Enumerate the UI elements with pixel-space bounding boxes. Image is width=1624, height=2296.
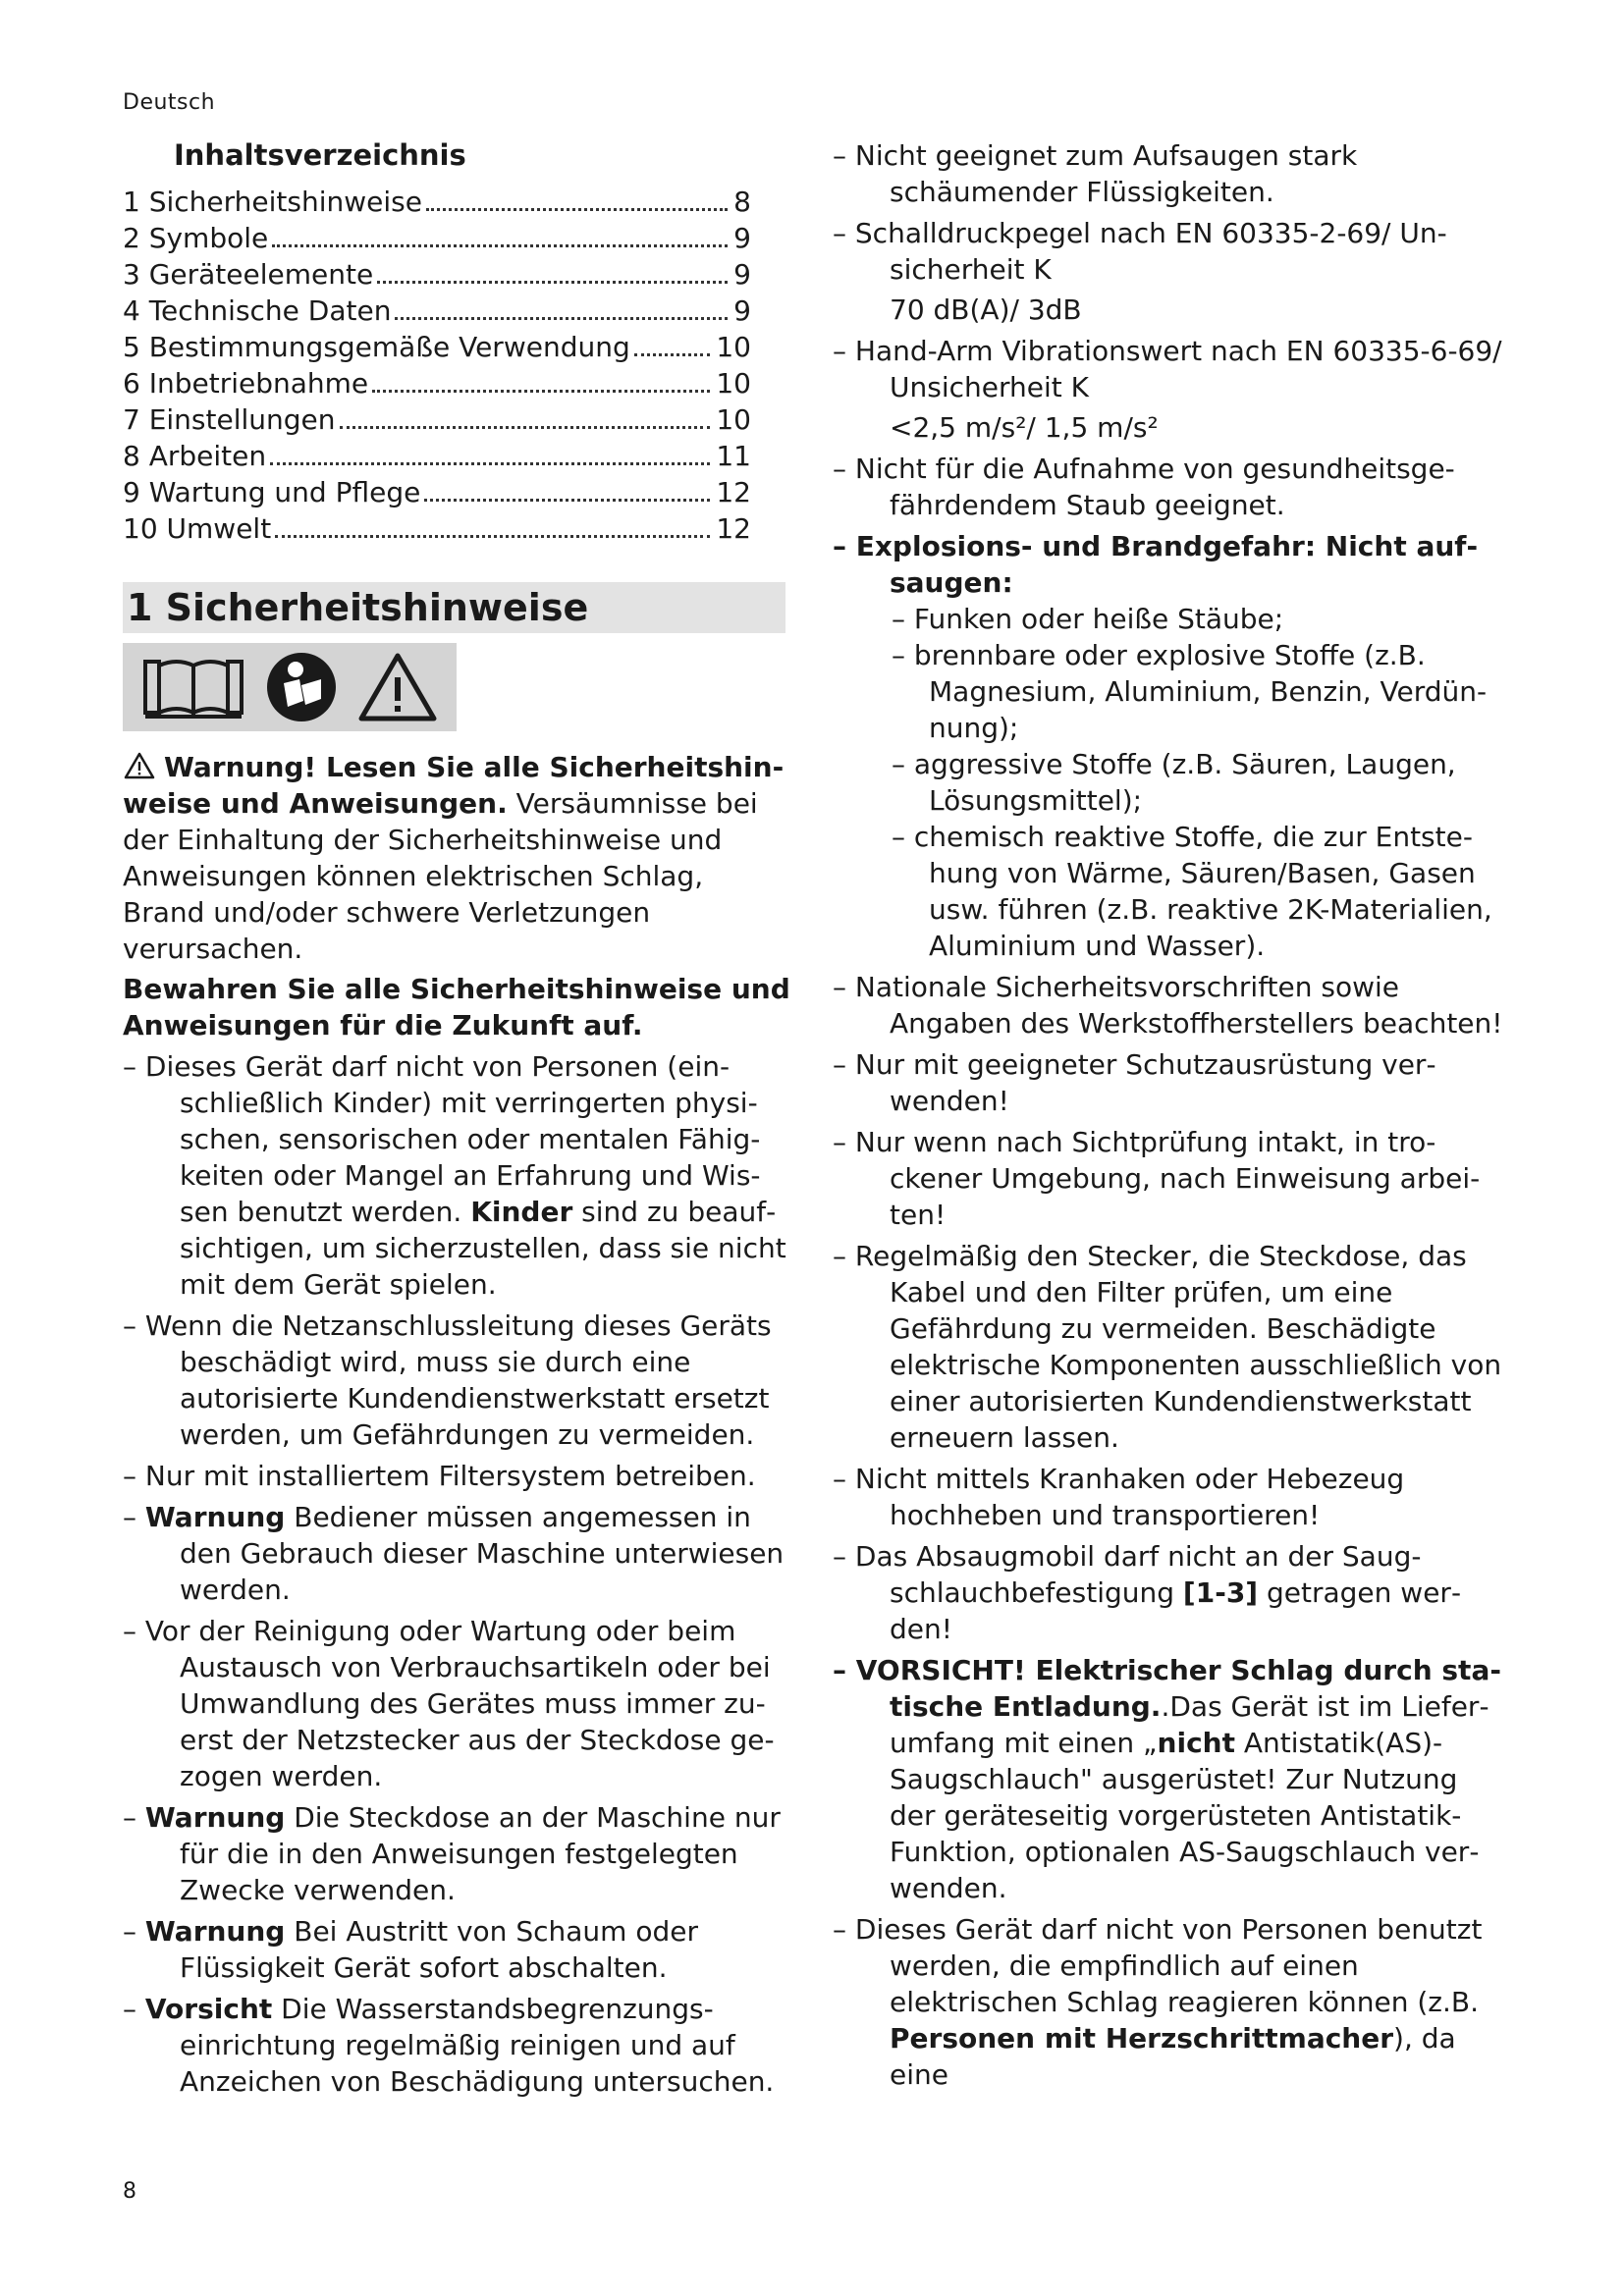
list-item: – Warnung Bediener müssen angemessen in den Gebrauch dieser Maschine unterwiesen werden.	[123, 1501, 785, 1606]
right-column	[833, 137, 1510, 2093]
list-item: – Vor der Reinigung oder Wartung oder beim Austausch von Verbrauchsartikeln oder bei Umwandlung des Gerätes muss immer zuerst der Netzstecker aus der Steckdose gezogen werden.	[123, 1615, 775, 1792]
toc-entry-page: 9	[733, 258, 751, 291]
list-item: – Nicht für die Aufnahme von gesundheitsgefährdendem Staub geeignet.	[833, 453, 1455, 521]
toc-entry-label: 1 Sicherheitshinweise	[123, 186, 422, 218]
toc-leader	[272, 244, 728, 247]
toc-leader	[340, 426, 711, 429]
toc-entry	[123, 510, 751, 547]
list-item: – Dieses Gerät darf nicht von Personen (einschließlich Kinder) mit verringerten physischen, sensorischen oder mentalen Fähigkeiten oder Mangel an Erfahrung und Wissen benutzt werden. Kinder sind zu beaufsichtigen, um sicherzustellen, dass sie nicht mit dem Gerät spielen.	[123, 1050, 786, 1301]
toc-leader	[634, 353, 711, 356]
list-item: – Nicht mittels Kranhaken oder Hebezeug hochheben und transportieren!	[833, 1463, 1405, 1531]
sub-list-item: – chemisch reaktive Stoffe, die zur Entstehung von Wärme, Säuren/Basen, Gasen usw. führen (z.B. reaktive 2K-Materialien, Aluminium und Wasser).	[892, 821, 1492, 962]
table-of-contents	[123, 184, 790, 547]
toc-entry	[123, 365, 751, 401]
safety-symbols	[123, 643, 457, 731]
list-item-static-discharge: – VORSICHT! Elektrischer Schlag durch statische Entladung..Das Gerät ist im Lieferumfang mit einen „nicht Antistatik(AS)-Saugschlauch" ausgerüstet! Zur Nutzung der geräteseitig vorgerüsteten Antistatik-Funktion, optionalen AS-Saugschlauch verwenden.	[833, 1654, 1501, 1904]
list-item: – Das Absaugmobil darf nicht an der Saugschlauchbefestigung [1-3] getragen werden!	[833, 1540, 1462, 1645]
toc-leader	[395, 317, 728, 320]
toc-entry-label: 10 Umwelt	[123, 512, 272, 545]
read-manual-icon	[264, 650, 339, 724]
toc-entry	[123, 184, 751, 220]
list-item-explosion: – Explosions- und Brandgefahr: Nicht aufsaugen:	[833, 530, 1479, 599]
toc-entry-label: 3 Geräteelemente	[123, 258, 374, 291]
toc-entry-page: 10	[716, 331, 751, 363]
sub-list-item: – brennbare oder explosive Stoffe (z.B. Magnesium, Aluminium, Benzin, Verdünnung);	[892, 639, 1488, 744]
toc-entry-label: 8 Arbeiten	[123, 440, 267, 472]
toc-entry	[123, 293, 751, 329]
page-number: 8	[123, 2179, 136, 2204]
toc-entry	[123, 220, 751, 256]
toc-leader	[270, 462, 710, 465]
toc-entry-label: 2 Symbole	[123, 222, 269, 254]
list-item: – Nur mit installiertem Filtersystem betreiben.	[123, 1460, 756, 1492]
list-item: – Warnung Die Steckdose an der Maschine nur für die in den Anweisungen festgelegten Zwecke verwenden.	[123, 1801, 781, 1906]
left-safety-list	[123, 1048, 790, 2100]
toc-entry-page: 12	[716, 476, 751, 508]
toc-entry	[123, 401, 751, 438]
sub-list-item: – Funken oder heiße Stäube;	[892, 603, 1284, 635]
warning-triangle-icon	[355, 650, 440, 724]
list-item: – Schalldruckpegel nach EN 60335-2-69/ Unsicherheit K	[833, 217, 1447, 286]
list-item: – Wenn die Netzanschlussleitung dieses Geräts beschädigt wird, muss sie durch eine autorisierte Kundendienstwerkstatt ersetzt werden, um Gefährdungen zu vermeiden.	[123, 1309, 772, 1451]
sound-pressure-value: 70 dB(A)/ 3dB	[890, 294, 1082, 326]
vibration-value: <2,5 m/s²/ 1,5 m/s²	[890, 411, 1159, 444]
list-item: – Nur mit geeigneter Schutzausrüstung verwenden!	[833, 1048, 1436, 1117]
list-item: – Warnung Bei Austritt von Schaum oder Flüssigkeit Gerät sofort abschalten.	[123, 1915, 698, 1984]
list-item: – Dieses Gerät darf nicht von Personen benutzt werden, die empfindlich auf einen elektrischen Schlag reagieren können (z.B. Personen mit Herzschrittmacher), da eine	[833, 1913, 1483, 2091]
toc-entry-page: 9	[733, 294, 751, 327]
toc-entry-label: 4 Technische Daten	[123, 294, 392, 327]
sub-list-item: – aggressive Stoffe (z.B. Säuren, Laugen, Lösungsmittel);	[892, 748, 1456, 817]
toc-leader	[424, 499, 710, 502]
keep-instructions-note: Bewahren Sie alle Sicherheitshinweise und Anweisungen für die Zukunft auf.	[123, 973, 790, 1041]
left-column	[123, 137, 790, 2100]
toc-entry-page: 10	[716, 367, 751, 400]
list-item: – Hand-Arm Vibrationswert nach EN 60335-6-69/ Unsicherheit K	[833, 335, 1502, 403]
toc-entry	[123, 329, 751, 365]
toc-leader	[372, 390, 710, 393]
section-heading: 1 Sicherheitshinweise	[123, 582, 785, 633]
toc-leader	[377, 281, 728, 284]
toc-entry-page: 8	[733, 186, 751, 218]
toc-entry-label: 6 Inbetriebnahme	[123, 367, 369, 400]
list-item: – Nationale Sicherheitsvorschriften sowie Angaben des Werkstoffherstellers beachten!	[833, 971, 1503, 1040]
toc-leader	[275, 535, 710, 538]
toc-entry	[123, 438, 751, 474]
toc-title: Inhaltsverzeichnis	[174, 138, 466, 172]
book-icon	[139, 652, 247, 722]
toc-entry-page: 12	[716, 512, 751, 545]
list-item: – Vorsicht Die Wasserstandsbegrenzungseinrichtung regelmäßig reinigen und auf Anzeichen von Beschädigung untersuchen.	[123, 1993, 775, 2098]
document-language: Deutsch	[123, 90, 216, 115]
toc-entry	[123, 256, 751, 293]
list-item: – Regelmäßig den Stecker, die Steckdose, das Kabel und den Filter prüfen, um eine Gefährdung zu vermeiden. Beschädigte elektrische Komponenten ausschließlich von einer autorisierten Kundendienstwerkstatt erneuern lassen.	[833, 1240, 1502, 1454]
warning-heading: Warnung! Lesen Sie alle Sicherheitshinweise und Anweisungen.	[123, 751, 785, 820]
warning-paragraph	[123, 749, 790, 967]
list-item: – Nicht geeignet zum Aufsaugen stark schäumender Flüssigkeiten.	[833, 139, 1358, 208]
toc-entry-label: 5 Bestimmungsgemäße Verwendung	[123, 331, 630, 363]
list-item: – Nur wenn nach Sichtprüfung intakt, in trockener Umgebung, nach Einweisung arbeiten!	[833, 1126, 1481, 1231]
warning-text: Versäumnisse bei der Einhaltung der Sicherheitshinweise und Anweisungen können elektrischen Schlag, Brand und/oder schwere Verletzungen verursachen.	[123, 787, 758, 965]
toc-entry	[123, 474, 751, 510]
toc-entry-label: 7 Einstellungen	[123, 403, 336, 436]
toc-entry-page: 10	[716, 403, 751, 436]
toc-entry-label: 9 Wartung und Pflege	[123, 476, 421, 508]
warning-icon	[123, 751, 156, 780]
toc-leader	[426, 208, 728, 211]
toc-entry-page: 9	[733, 222, 751, 254]
toc-entry-page: 11	[716, 440, 751, 472]
